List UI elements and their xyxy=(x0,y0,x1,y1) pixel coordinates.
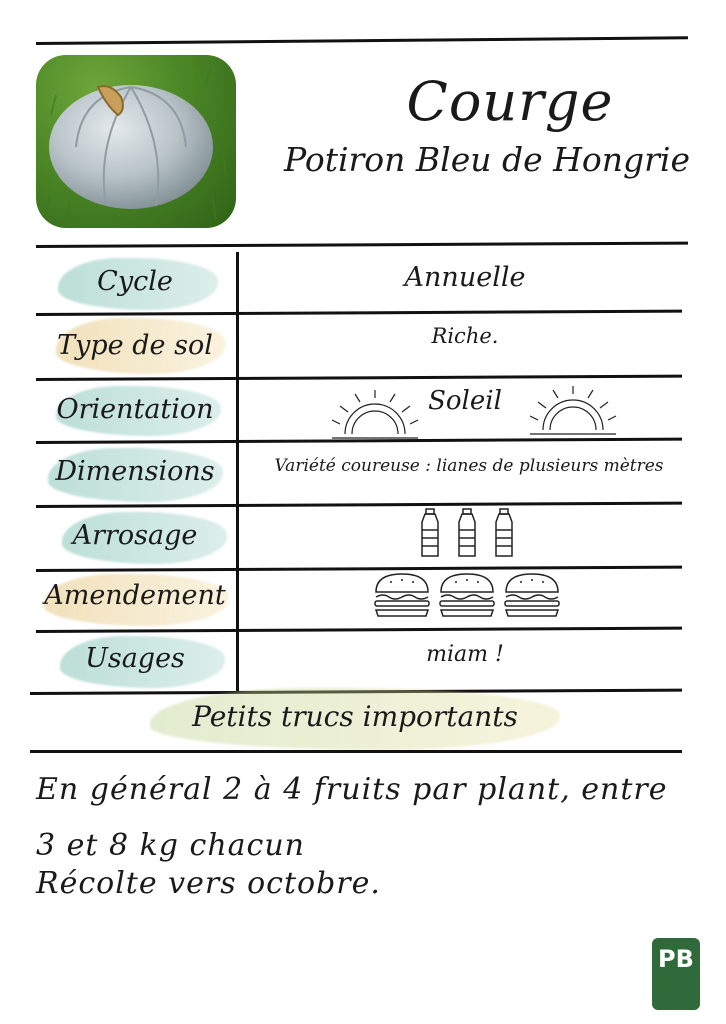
row-value-sol: Riche. xyxy=(431,324,499,348)
burger-icon xyxy=(373,572,431,618)
row-label-usages: Usages xyxy=(85,643,185,674)
note-fruits: En général 2 à 4 fruits par plant, entre 3 et 8 kg chacun xyxy=(36,772,668,863)
page-title: Courge xyxy=(406,70,614,133)
row-label-arrosage: Arrosage xyxy=(72,520,198,551)
sun-icon xyxy=(330,390,420,440)
burger-icon xyxy=(438,572,496,618)
table-rule xyxy=(36,242,688,248)
note-harvest: Récolte vers octobre. xyxy=(36,866,381,901)
brand-logo: PB xyxy=(652,938,700,1010)
row-label-dimensions: Dimensions xyxy=(55,456,215,487)
table-rule xyxy=(36,627,682,633)
table-rule xyxy=(36,566,682,572)
table-rule xyxy=(36,310,682,316)
pumpkin-photo xyxy=(36,55,236,228)
water-bottle-icon xyxy=(419,508,441,558)
table-column-divider xyxy=(236,252,239,692)
row-label-amendement: Amendement xyxy=(44,580,226,611)
table-rule xyxy=(36,502,682,508)
section-rule xyxy=(30,750,682,753)
sun-icon xyxy=(528,386,618,436)
table-rule xyxy=(36,375,682,381)
row-label-sol: Type de sol xyxy=(57,330,213,361)
row-label-orientation: Orientation xyxy=(56,394,214,425)
water-bottle-icon xyxy=(493,508,515,558)
row-value-dimensions: Variété coureuse : lianes de plusieurs mètres xyxy=(274,456,664,476)
section-title: Petits trucs importants xyxy=(192,700,518,733)
row-value-usages: miam ! xyxy=(426,642,504,667)
row-value-cycle: Annuelle xyxy=(404,262,526,293)
row-label-cycle: Cycle xyxy=(97,266,173,297)
pumpkin-icon xyxy=(36,55,236,228)
burger-icon xyxy=(503,572,561,618)
top-rule xyxy=(36,36,688,45)
water-bottle-icon xyxy=(456,508,478,558)
row-value-orientation: Soleil xyxy=(428,386,502,416)
page-subtitle: Potiron Bleu de Hongrie xyxy=(283,140,691,179)
